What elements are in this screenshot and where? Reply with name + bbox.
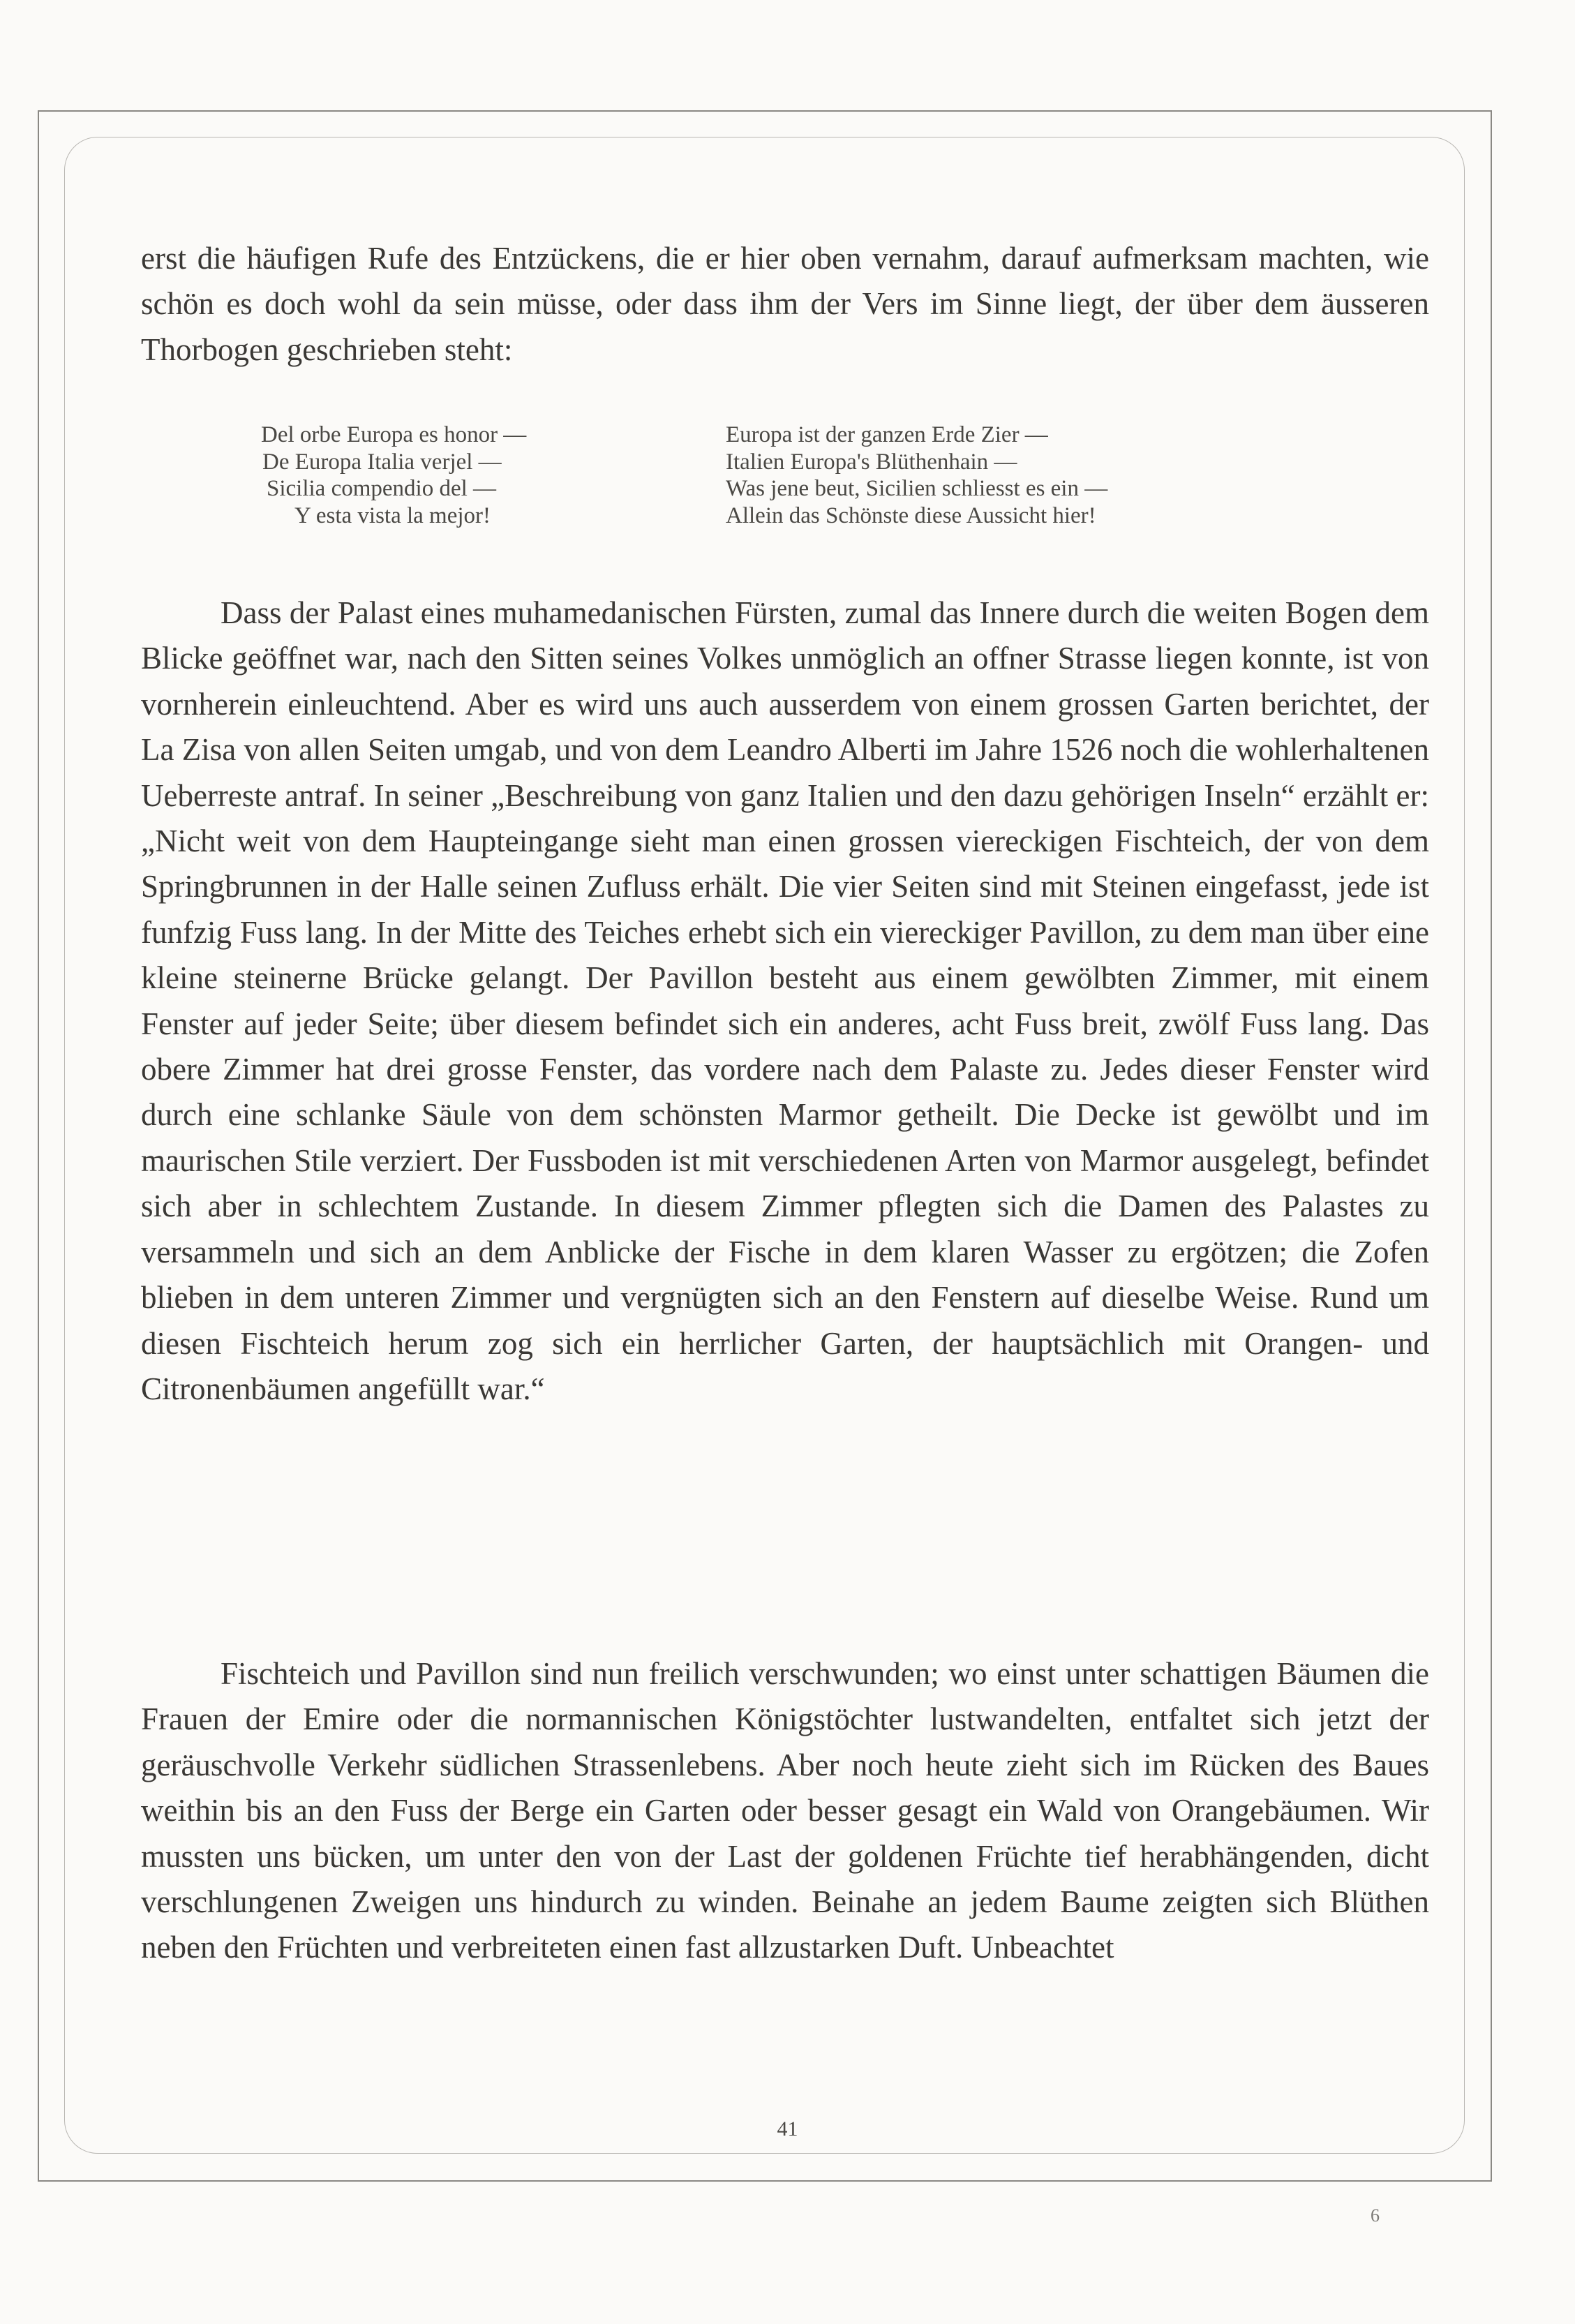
poem-spanish-line-4: Y esta vista la mejor! — [294, 502, 491, 528]
poem-german-line-2: Italien Europa's Blüthenhain — — [726, 449, 1017, 475]
page-number: 41 — [777, 2117, 798, 2140]
poem-spanish-line-1: Del orbe Europa es honor — — [261, 422, 527, 447]
signature-mark: 6 — [1371, 2205, 1380, 2226]
poem-spanish — [261, 422, 526, 529]
poem-german-line-4: Allein das Schönste diese Aussicht hier! — [726, 502, 1096, 528]
body-paragraph-1: Dass der Palast eines muhamedanischen Fürsten, zumal das Innere durch die weiten Bogen dem Blicke geöffnet war, nach den Sitten seines Volkes unmöglich an offner Strasse liegen konnte, ist von vornherein einleuchtend. Aber es wird uns auch ausserdem von einem grossen Garten berichtet, der La Zisa von allen Seiten umgab, und von dem Leandro Alberti im Jahre 1526 noch die wohlerhaltenen Ueberreste antraf. In seiner „Beschreibung von ganz Italien und den dazu gehörigen Inseln“ erzählt er: „Nicht weit von dem Haupteingange sieht man einen grossen viereckigen Fischteich, der von dem Springbrunnen in der Halle seinen Zufluss erhält. Die vier Seiten sind mit Steinen eingefasst, jede ist funfzig Fuss lang. In der Mitte des Teiches erhebt sich ein viereckiger Pavillon, zu dem man über eine kleine steinerne Brücke gelangt. Der Pavillon besteht aus einem gewölbten Zimmer, mit einem Fenster auf jeder Seite; über diesem befindet sich ein anderes, acht Fuss breit, zwölf Fuss lang. Das obere Zimmer hat drei grosse Fenster, das vordere nach dem Palaste zu. Jedes dieser Fenster wird durch eine schlanke Säule von dem schönsten Marmor getheilt. Die Decke ist gewölbt und im maurischen Stile verziert. Der Fussboden ist mit verschiedenen Arten von Marmor ausgelegt, befindet sich aber in schlechtem Zustande. In diesem Zimmer pflegten sich die Damen des Palastes zu versammeln und sich an dem Anblicke der Fische in dem klaren Wasser zu ergötzen; die Zofen blieben in dem unteren Zimmer und vergnügten sich an den Fenstern auf dieselbe Weise. Rund um diesen Fischteich herum zog sich ein herrlicher Garten, der hauptsächlich mit Orangen- und Citronenbäumen angefüllt war.“ — [141, 595, 1429, 1406]
poem-spanish-line-3: Sicilia compendio del — — [267, 476, 497, 501]
body-paragraph-2: Fischteich und Pavillon sind nun freilich verschwunden; wo einst unter schattigen Bäumen die Frauen der Emire oder die normannischen Königstöchter lustwandelten, entfaltet sich jetzt der geräuschvolle Verkehr südlichen Strassenlebens. Aber noch heute zieht sich im Rücken des Baues weithin bis an den Fuss der Berge ein Garten oder besser gesagt ein Wald von Orangebäumen. Wir mussten uns bücken, um unter den von der Last der goldenen Früchte tief herabhängenden, dicht verschlungenen Zweigen uns hindurch zu winden. Beinahe an jedem Baume zeigten sich Blüthen neben den Früchten und verbreiteten einen fast allzustarken Duft. Unbeachtet — [141, 1656, 1429, 1965]
poem-spanish-line-2: De Europa Italia verjel — — [262, 449, 502, 475]
intro-paragraph: erst die häufigen Rufe des Entzückens, die er hier oben vernahm, darauf aufmerksam machten, wie schön es doch wohl da sein müsse, oder dass ihm der Vers im Sinne liegt, der über dem äusseren Thorbogen geschrieben steht: — [141, 241, 1429, 367]
poem-german-line-1: Europa ist der ganzen Erde Zier — — [726, 422, 1048, 447]
poem-german-line-3: Was jene beut, Sicilien schliesst es ein — — [726, 476, 1108, 501]
poem-german — [726, 422, 1107, 529]
